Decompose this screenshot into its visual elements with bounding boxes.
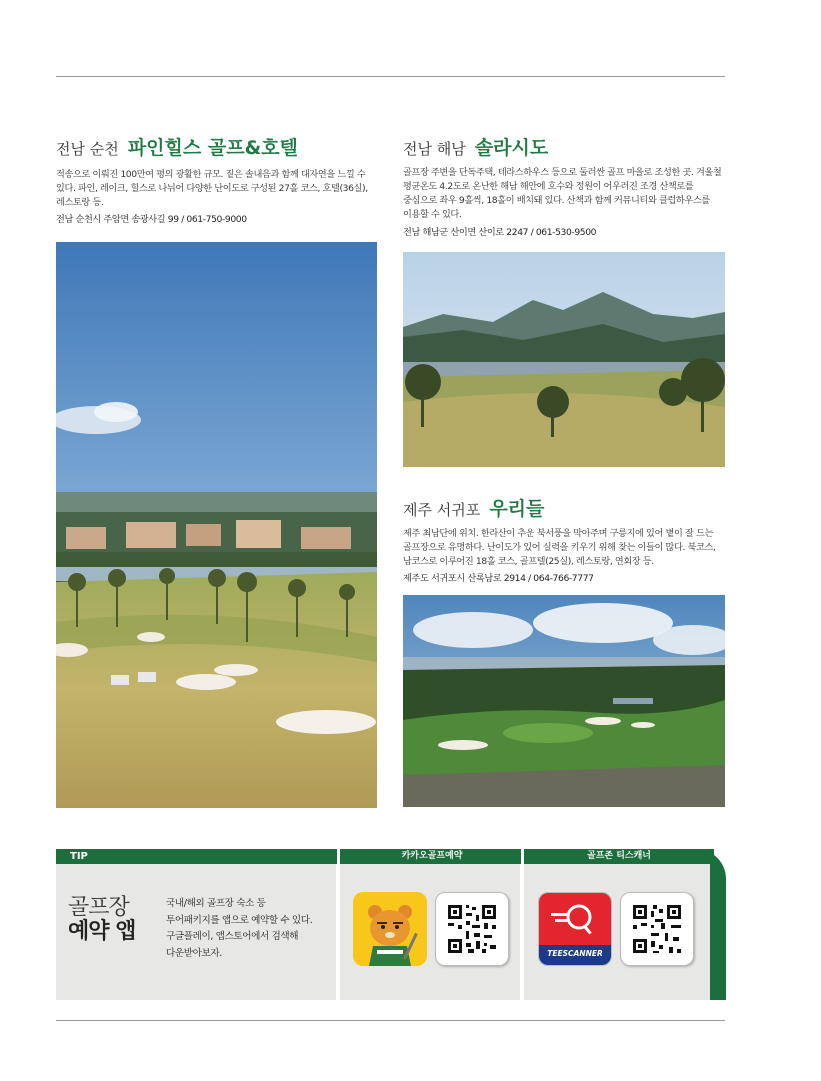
woorideul-region: 제주 서귀포 [403, 501, 481, 519]
pinehills-region: 전남 순천 [56, 140, 119, 158]
solaseado-name: 솔라시도 [474, 137, 549, 159]
tip-box [56, 849, 726, 1000]
woorideul-name: 우리들 [489, 498, 545, 520]
kakao-ryan-golf-icon[interactable] [353, 892, 427, 966]
qr-code-icon [620, 892, 694, 966]
solaseado-description: 골프장 주변을 단독주택, 테라스하우스 등으로 둘러싼 골프 마을로 조성한 곳. 겨울철 평균온도 4.2도로 온난한 해남 해안에 호수와 정원이 어우러진 조경 산책로를 중심으로 좌우 9홀씩, 18홀이 배치돼 있다. 산책과 함께 커뮤니티와 클럽하우스를 이용할 수 있다. [403, 167, 722, 220]
pinehills-heading [56, 133, 298, 160]
tip-divider-1 [337, 849, 340, 1000]
tip-divider-2 [521, 849, 524, 1000]
pinehills-address: 전남 순천시 주암면 송광사길 99 / 061-750-9000 [56, 214, 247, 225]
solaseado-region: 전남 해남 [403, 140, 466, 158]
teescanner-logo-text: TEESCANNER [547, 949, 603, 958]
tip-title-line1: 골프장 [68, 895, 129, 920]
woorideul-photo [403, 595, 725, 807]
app1-label: 카카오골프예약 [340, 849, 524, 864]
solaseado-photo [403, 252, 725, 467]
solaseado-address: 전남 해남군 산이면 산이로 2247 / 061-530-9500 [403, 227, 597, 238]
pinehills-description: 적송으로 이뤄진 100만여 평의 광활한 규모. 짙은 솔내음과 함께 대자연을 느낄 수 있다. 파인, 레이크, 힐스로 나뉘어 다양한 난이도로 구성된 27홀 코스, 호텔(36실), 레스토랑 등. [56, 169, 368, 208]
tip-title-line2: 예약 앱 [68, 919, 136, 945]
tip-text: 국내/해외 골프장 숙소 등 투어패키지를 앱으로 예약할 수 있다. 구글플레이, 앱스토어에서 검색해 다운받아보자. [166, 898, 313, 959]
tip-title [68, 896, 135, 944]
woorideul-description: 제주 최남단에 위치. 한라산이 추운 북서풍을 막아주며 구릉지에 있어 볕이 잘 드는 골프장으로 유명하다. 난이도가 있어 실력을 키우기 위해 찾는 이들이 많다. 북코스, 남코스로 이루어진 18홀 코스, 골프텔(25실), 레스토랑, 연회장 등. [403, 528, 716, 567]
qr-code-icon [435, 892, 509, 966]
app2-label: 골프존 티스캐너 [524, 849, 714, 864]
solaseado-heading [403, 133, 548, 160]
woorideul-heading [403, 494, 544, 521]
tip-label: TIP [56, 849, 340, 864]
woorideul-address: 제주도 서귀포시 산록남로 2914 / 064-766-7777 [403, 573, 594, 584]
teescanner-logo-icon[interactable] [538, 892, 612, 966]
pinehills-name: 파인힐스 골프&호텔 [127, 137, 298, 159]
bottom-rule [56, 1020, 725, 1021]
top-rule [56, 76, 725, 77]
pinehills-photo [56, 242, 377, 808]
